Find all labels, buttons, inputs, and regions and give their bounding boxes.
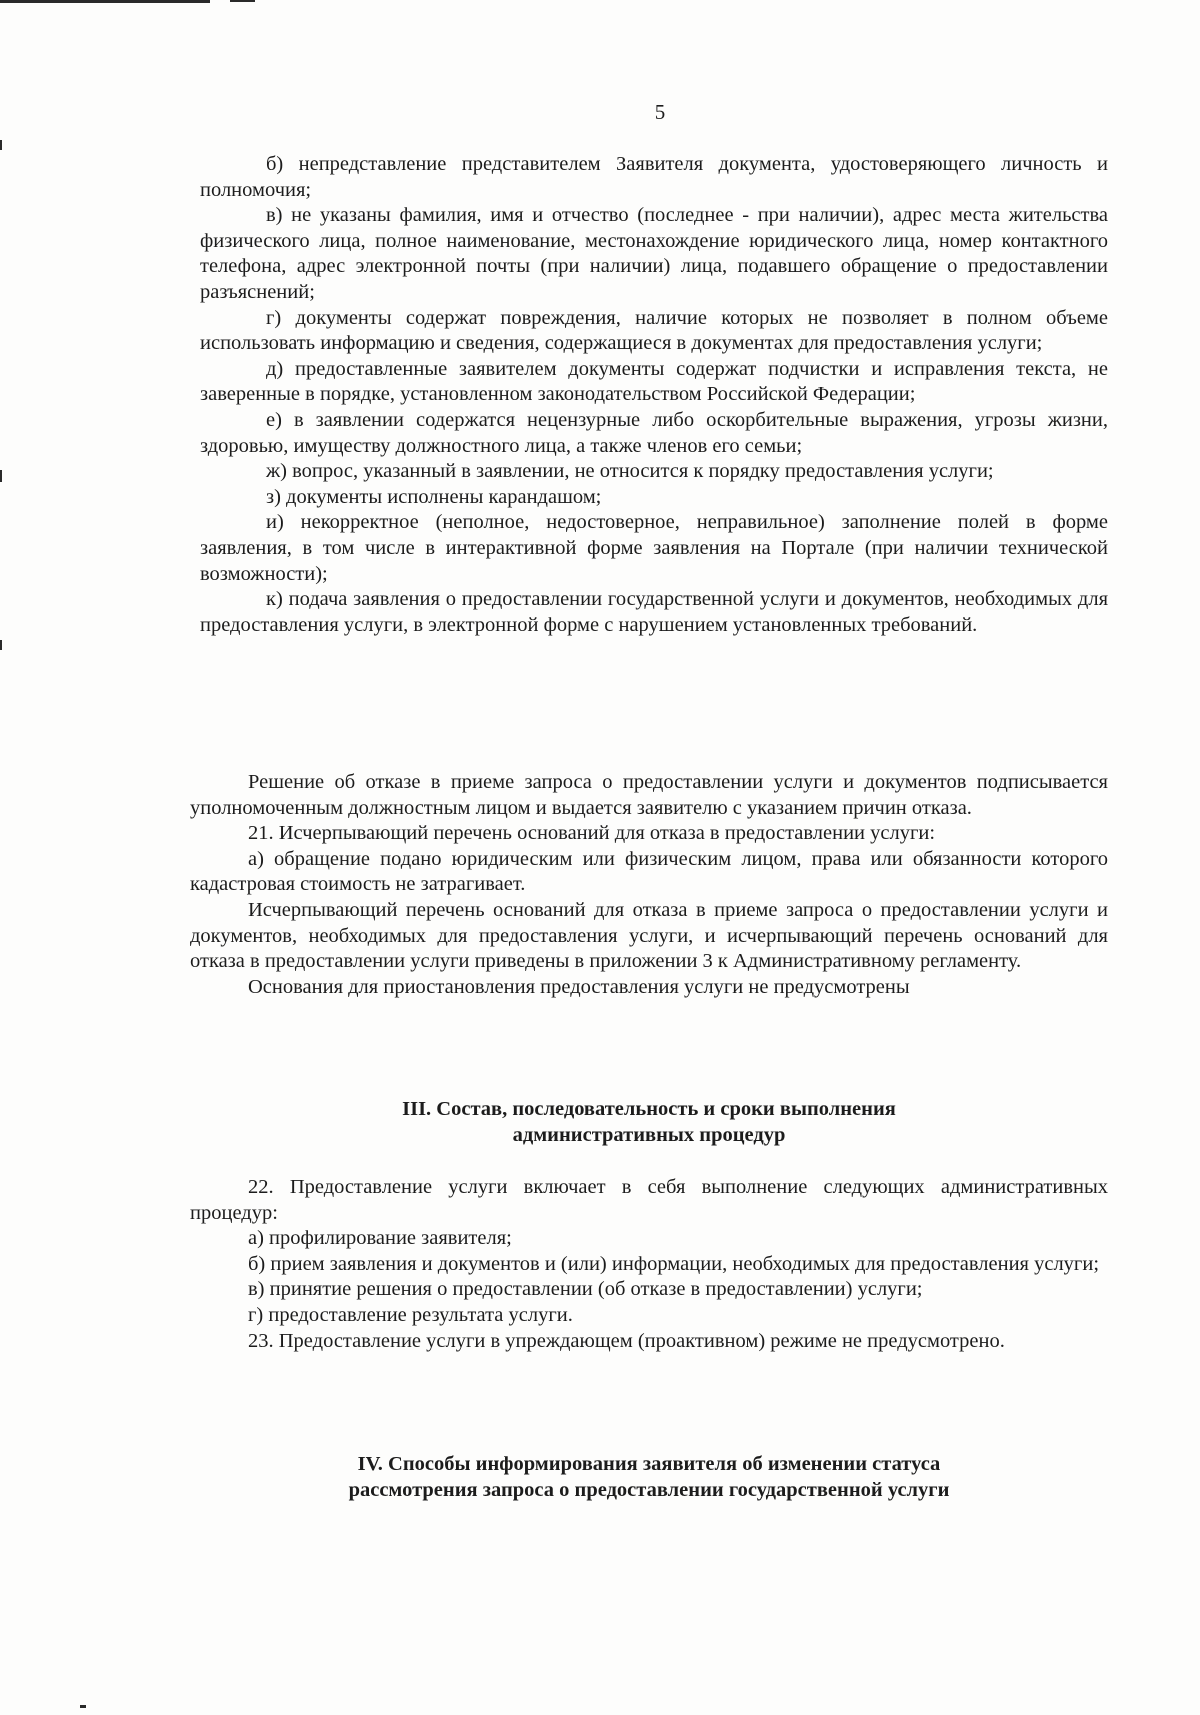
section-heading-4 (190, 1451, 1108, 1503)
heading-line: IV. Способы информирования заявителя об изменении статуса (357, 1453, 941, 1475)
paragraph: г) предоставление результата услуги. (248, 1303, 573, 1326)
scan-artifact (0, 640, 2, 650)
page-number: 5 (654, 100, 666, 124)
paragraph: а) профилирование заявителя; (248, 1227, 512, 1250)
paragraph: 23. Предоставление услуги в упреждающем (проактивном) режиме не предусмотрено. (248, 1329, 1005, 1352)
paragraph: и) некорректное (неполное, недостоверное, неправильное) заполнение полей в форме заявления, в том числе в интерактивной форме заявления на Портале (при наличии технической возможности); (200, 511, 1108, 585)
paragraph: в) не указаны фамилия, имя и отчество (последнее - при наличии), адрес места жительства физического лица, полное наименование, местонахождение юридического лица, номер контактного телефона, адрес электронной почты (при наличии) лица, подавшего обращение о предоставлении разъяснений; (200, 204, 1108, 303)
paragraph: 21. Исчерпывающий перечень оснований для отказа в предоставлении услуги: (248, 822, 936, 845)
scan-artifact (230, 0, 255, 2)
paragraph: 22. Предоставление услуги включает в себя выполнение следующих административных процедур: (190, 1176, 1108, 1224)
list-grounds-refusal (200, 152, 1108, 638)
administrative-procedures-section (190, 1175, 1108, 1354)
heading-line: рассмотрения запроса о предоставлении государственной услуги (348, 1479, 950, 1501)
paragraph: г) документы содержат повреждения, наличие которых не позволяет в полном объеме использовать информацию и сведения, содержащиеся в документах для предоставления услуги; (200, 306, 1108, 355)
refusal-decision-section (190, 770, 1108, 1000)
heading-line: III. Состав, последовательность и сроки выполнения (402, 1098, 896, 1120)
paragraph: е) в заявлении содержатся нецензурные либо оскорбительные выражения, угрозы жизни, здоровью, имуществу должностного лица, а также членов его семьи; (200, 408, 1108, 457)
paragraph: б) непредставление представителем Заявителя документа, удостоверяющего личность и полномочия; (200, 153, 1108, 201)
scan-artifact (0, 470, 2, 482)
paragraph: в) принятие решения о предоставлении (об отказе в предоставлении) услуги; (248, 1278, 923, 1301)
paragraph: д) предоставленные заявителем документы содержат подчистки и исправления текста, не заверенные в порядке, установленном законодательством Российской Федерации; (200, 357, 1108, 406)
scan-artifact (80, 1705, 86, 1708)
heading-line: административных процедур (512, 1124, 786, 1146)
paragraph: Основания для приостановления предоставления услуги не предусмотрены (248, 975, 910, 998)
paragraph: з) документы исполнены карандашом; (266, 485, 602, 508)
section-heading-3 (190, 1096, 1108, 1148)
scan-artifact (0, 0, 210, 3)
paragraph: б) прием заявления и документов и (или) информации, необходимых для предоставления услуги; (248, 1252, 1100, 1275)
paragraph: Исчерпывающий перечень оснований для отказа в приеме запроса о предоставлении услуги и документов, необходимых для предоставления услуги, и исчерпывающий перечень оснований для отказа в предоставлении услуги приведены в приложении 3 к Административному регламенту. (190, 898, 1108, 973)
paragraph: к) подача заявления о предоставлении государственной услуги и документов, необходимых для предоставления услуги, в электронной форме с нарушением установленных требований. (200, 588, 1108, 636)
paragraph: Решение об отказе в приеме запроса о предоставлении услуги и документов подписывается уполномоченным должностным лицом и выдается заявителю с указанием причин отказа. (190, 771, 1108, 819)
paragraph: а) обращение подано юридическим или физическим лицом, права или обязанности которого кадастровая стоимость не затрагивает. (190, 847, 1108, 896)
scan-artifact (0, 140, 2, 150)
paragraph: ж) вопрос, указанный в заявлении, не относится к порядку предоставления услуги; (266, 460, 994, 483)
